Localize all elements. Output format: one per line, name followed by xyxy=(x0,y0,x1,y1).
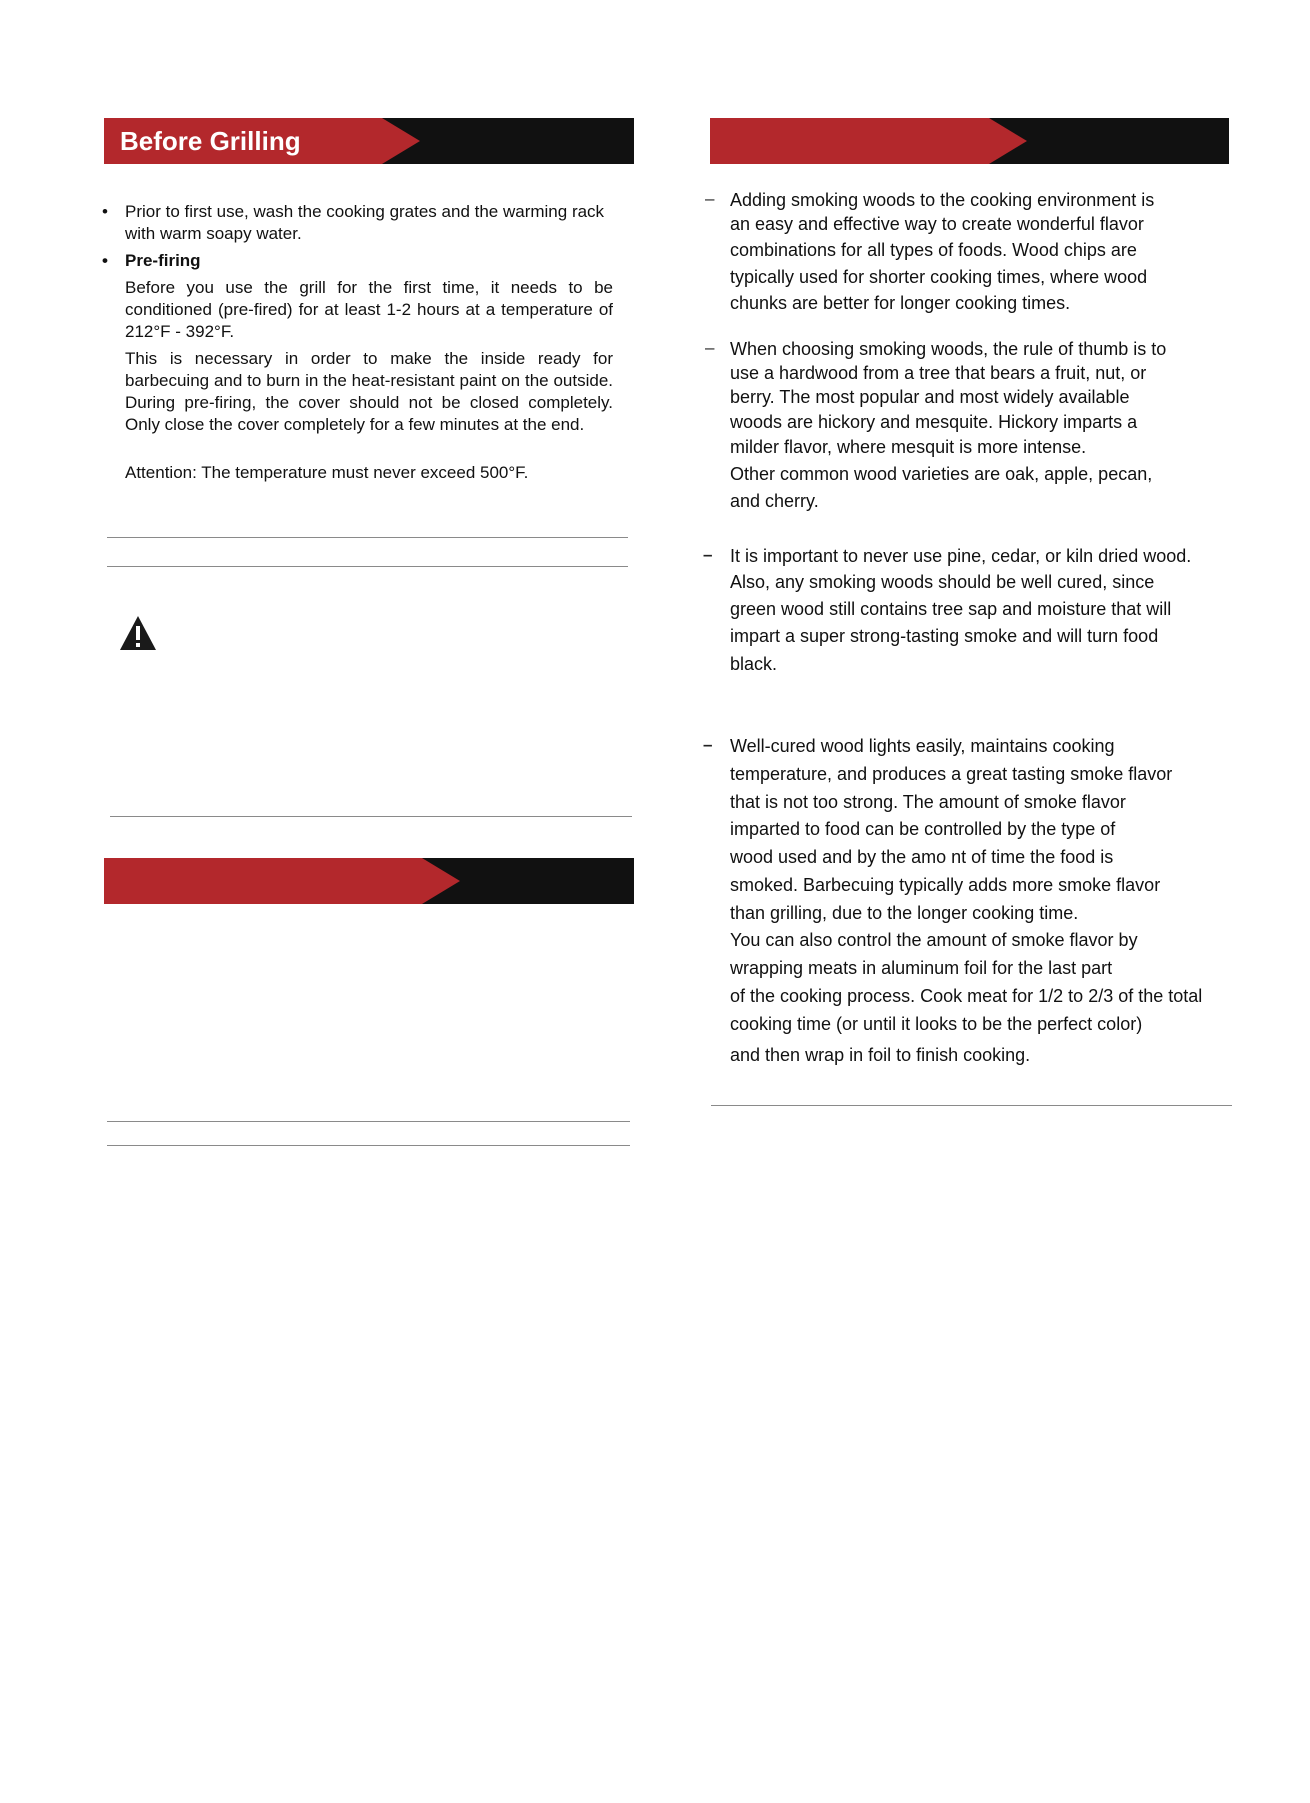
list-item-line: It is important to never use pine, cedar, or kiln dried wood. xyxy=(730,546,1192,566)
list-dash: – xyxy=(705,338,715,357)
list-item-line: Also, any smoking woods should be well cured, since xyxy=(730,572,1155,592)
attention-note: Attention: The temperature must never exceed 500°F. xyxy=(125,463,529,482)
list-item-line: that is not too strong. The amount of smoke flavor xyxy=(730,792,1126,812)
bullet-wash-grates: Prior to first use, wash the cooking grates and the warming rack with warm soapy water. xyxy=(125,202,605,243)
before-grilling-banner xyxy=(104,118,634,164)
list-item-line: When choosing smoking woods, the rule of thumb is to xyxy=(730,339,1167,359)
bullet-dot: • xyxy=(102,251,108,270)
list-item-line: cooking time (or until it looks to be the perfect color) xyxy=(730,1014,1143,1034)
bullet-dot: • xyxy=(102,202,108,221)
list-item-line: use a hardwood from a tree that bears a fruit, nut, or xyxy=(730,363,1147,383)
list-item-line: smoked. Barbecuing typically adds more smoke flavor xyxy=(730,875,1161,895)
list-item-line: woods are hickory and mesquite. Hickory imparts a xyxy=(730,412,1138,432)
list-dash: – xyxy=(703,735,713,754)
pre-firing-paragraph-1: Before you use the grill for the first time, it needs to be conditioned (pre-fired) for at least 1-2 hours at a temperature of 212°F - 392°F. xyxy=(125,278,613,341)
list-item-line: imparted to food can be controlled by the type of xyxy=(730,819,1116,839)
list-item-line: chunks are better for longer cooking times. xyxy=(730,293,1071,313)
divider xyxy=(107,1145,630,1146)
list-item-line: and then wrap in foil to finish cooking. xyxy=(730,1045,1031,1065)
list-item-line: black. xyxy=(730,654,778,674)
section-banner xyxy=(104,858,634,904)
list-item-line: wrapping meats in aluminum foil for the last part xyxy=(730,958,1113,978)
warning-triangle-icon xyxy=(118,614,158,652)
before-grilling-title: Before Grilling xyxy=(120,126,301,156)
list-item-line: berry. The most popular and most widely available xyxy=(730,387,1130,407)
list-item-line: an easy and effective way to create wonderful flavor xyxy=(730,214,1144,234)
list-item-line: than grilling, due to the longer cooking time. xyxy=(730,903,1079,923)
list-item-line: Well-cured wood lights easily, maintains cooking xyxy=(730,736,1115,756)
divider xyxy=(107,566,628,567)
divider xyxy=(107,1121,630,1122)
divider xyxy=(107,537,628,538)
list-item-line: Other common wood varieties are oak, apple, pecan, xyxy=(730,464,1153,484)
smoking-woods-banner xyxy=(710,118,1229,164)
list-item-line: and cherry. xyxy=(730,491,819,511)
list-item-line: green wood still contains tree sap and moisture that will xyxy=(730,599,1172,619)
list-item-line: temperature, and produces a great tasting smoke flavor xyxy=(730,764,1173,784)
list-item-line: milder flavor, where mesquit is more intense. xyxy=(730,437,1087,457)
divider xyxy=(711,1105,1232,1106)
list-dash: – xyxy=(705,189,715,208)
pre-firing-heading: Pre-firing xyxy=(125,251,201,270)
list-item-line: wood used and by the amo nt of time the food is xyxy=(730,847,1114,867)
list-item-line: typically used for shorter cooking times, where wood xyxy=(730,267,1148,287)
list-item-line: of the cooking process. Cook meat for 1/2 to 2/3 of the total xyxy=(730,986,1203,1006)
list-item-line: impart a super strong-tasting smoke and will turn food xyxy=(730,626,1159,646)
pre-firing-paragraph-2: This is necessary in order to make the inside ready for barbecuing and to burn in the heat-resistant paint on the outside. During pre-firing, the cover should not be closed completely. Only close the cover completely for a few minutes at the end. xyxy=(125,349,613,434)
list-item-line: combinations for all types of foods. Wood chips are xyxy=(730,240,1137,260)
list-item-line: You can also control the amount of smoke flavor by xyxy=(730,930,1138,950)
list-dash: – xyxy=(703,545,713,564)
divider xyxy=(110,816,632,817)
list-item-line: Adding smoking woods to the cooking environment is xyxy=(730,190,1155,210)
